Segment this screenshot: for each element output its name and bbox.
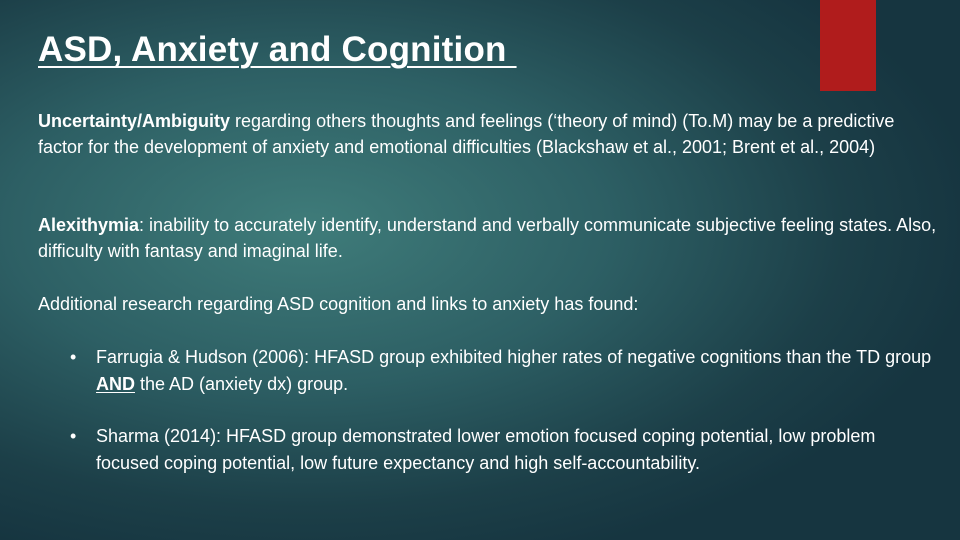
bullet-marker: • [70,347,77,367]
term-alexithymia: Alexithymia [38,215,140,235]
bullet-list-2 [58,423,943,477]
term-uncertainty-ambiguity: Uncertainty/Ambiguity [38,111,231,131]
bullet-list-1 [58,344,943,398]
bullet-item-farrugia-hudson [58,344,943,398]
paragraph-alexithymia [38,212,943,264]
bullet-farrugia-text-before: Farrugia & Hudson (2006): HFASD group exhibited higher rates of negative cognitions than the TD group [96,347,932,367]
bullet-farrugia-emphasis: AND [96,374,135,394]
slide-title: ASD, Anxiety and Cognition [38,30,517,69]
bullet-item-sharma [58,423,943,477]
paragraph-theory-of-mind-text: regarding others thoughts and feelings (‘theory of mind) (To.M) may be a predictive factor for the development of anxiety and emotional difficulties (Blackshaw et al., 2001; Brent et al., 2004) [38,111,895,157]
bullet-sharma-text: Sharma (2014): HFASD group demonstrated lower emotion focused coping potential, low problem focused coping potential, low future expectancy and high self-accountability. [96,426,876,473]
paragraph-additional-research: Additional research regarding ASD cognition and links to anxiety has found: [38,294,639,314]
paragraph-alexithymia-text: : inability to accurately identify, understand and verbally communicate subjective feeling states. Also, difficulty with fantasy and imaginal life. [38,215,937,261]
bullet-farrugia-text-after: the AD (anxiety dx) group. [135,374,349,394]
accent-bar [820,0,876,91]
paragraph-theory-of-mind [38,108,943,160]
bullet-marker: • [70,426,77,446]
